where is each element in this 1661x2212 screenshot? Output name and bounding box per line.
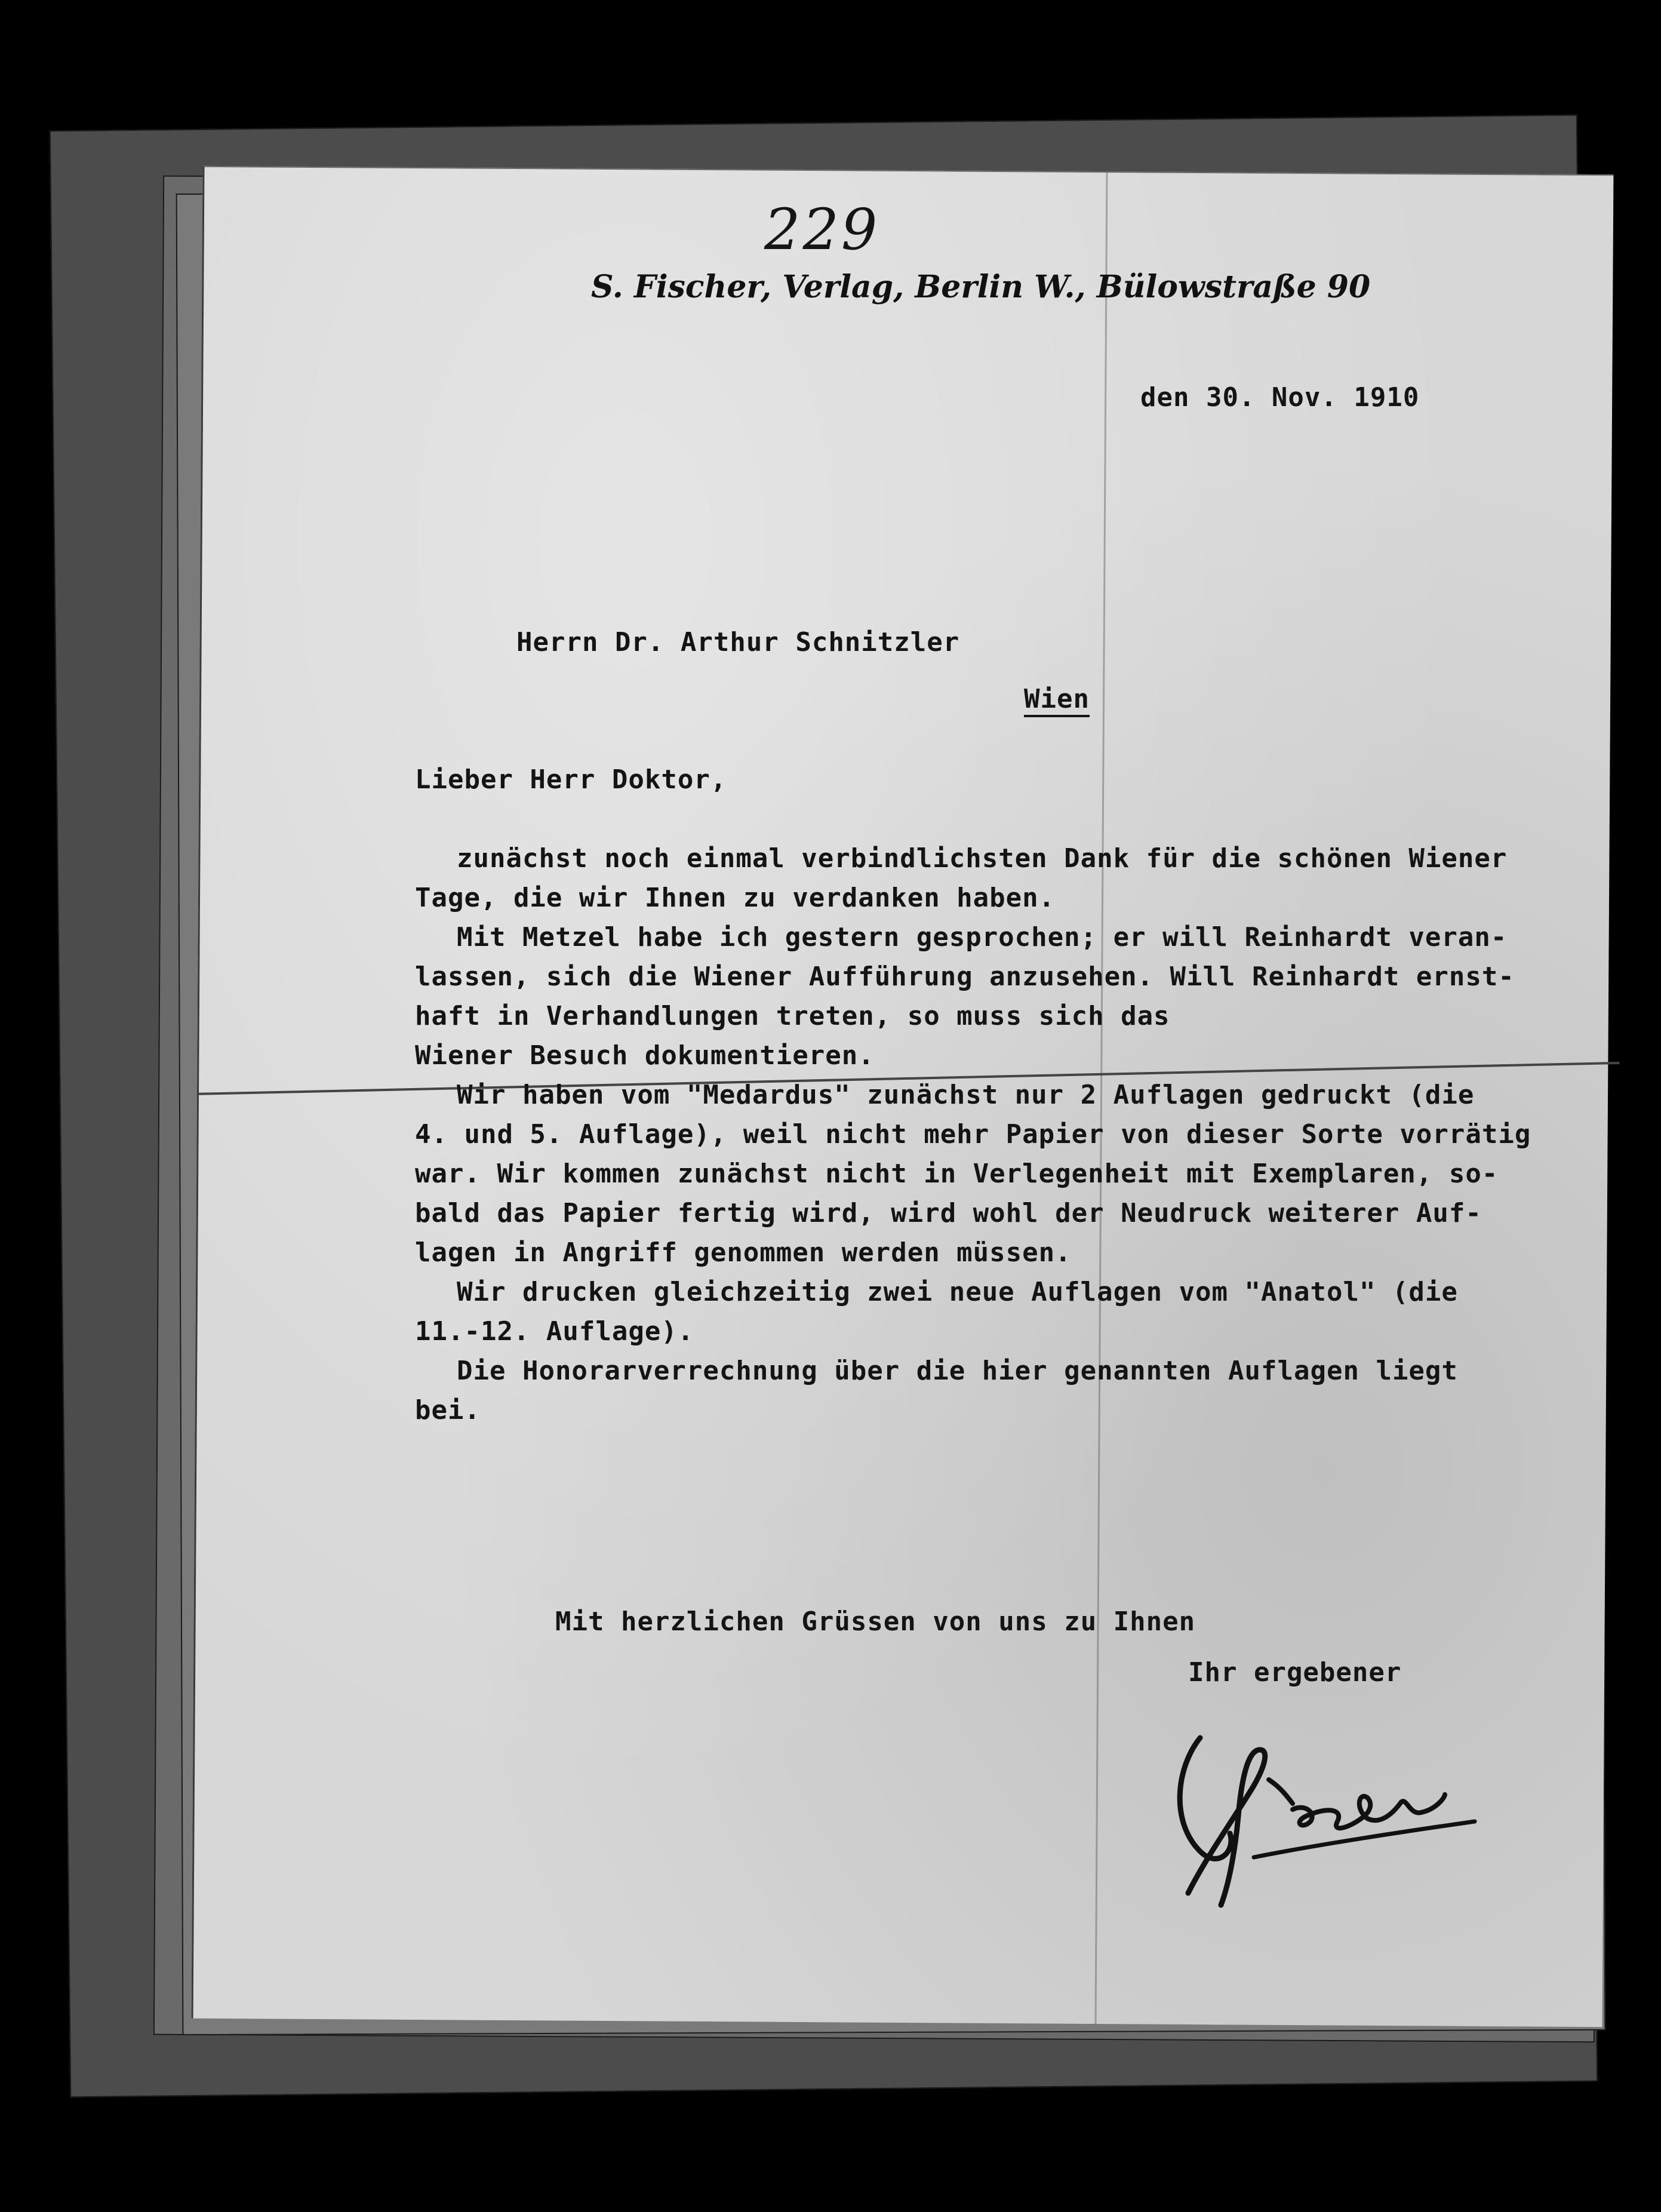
body-line: Mit Metzel habe ich gestern gesprochen; er will Reinhardt veran- bbox=[457, 922, 1508, 953]
body-line: Tage, die wir Ihnen zu verdanken haben. bbox=[415, 883, 1056, 913]
salutation: Lieber Herr Doktor, bbox=[415, 764, 727, 795]
regards-line: Ihr ergebener bbox=[1188, 1657, 1402, 1688]
closing-line: Mit herzlichen Grüssen von uns zu Ihnen bbox=[555, 1606, 1196, 1637]
body-line: Wiener Besuch dokumentieren. bbox=[415, 1040, 875, 1071]
body-line: war. Wir kommen zunächst nicht in Verlegenheit mit Exemplaren, so- bbox=[415, 1159, 1499, 1189]
body-line: zunächst noch einmal verbindlichsten Dank für die schönen Wiener bbox=[457, 843, 1508, 874]
recipient-name: Herrn Dr. Arthur Schnitzler bbox=[516, 627, 960, 658]
body-line: lagen in Angriff genommen werden müssen. bbox=[415, 1237, 1072, 1268]
body-line: lassen, sich die Wiener Aufführung anzusehen. Will Reinhardt ernst- bbox=[415, 961, 1515, 992]
body-line: 11.-12. Auflage). bbox=[415, 1316, 694, 1347]
letter-body bbox=[415, 839, 1531, 1430]
body-line: Wir haben vom "Medardus" zunächst nur 2 Auflagen gedruckt (die bbox=[457, 1080, 1475, 1110]
body-line: Die Honorarverrechnung über die hier genannten Auflagen liegt bbox=[457, 1356, 1458, 1386]
recipient-city: Wien bbox=[1024, 684, 1090, 714]
body-line: haft in Verhandlungen treten, so muss sich das bbox=[415, 1001, 1170, 1031]
letterhead: S. Fischer, Verlag, Berlin W., Bülowstraße 90 bbox=[591, 269, 1371, 305]
date-line: den 30. Nov. 1910 bbox=[1140, 382, 1420, 413]
archive-number: 229 bbox=[764, 197, 880, 263]
body-line: Wir drucken gleichzeitig zwei neue Auflagen vom "Anatol" (die bbox=[457, 1277, 1458, 1307]
body-line: bald das Papier fertig wird, wird wohl der Neudruck weiterer Auf- bbox=[415, 1198, 1482, 1228]
handwritten-signature bbox=[1164, 1714, 1499, 1911]
body-line: 4. und 5. Auflage), weil nicht mehr Papier von dieser Sorte vorrätig bbox=[415, 1119, 1531, 1150]
body-line: bei. bbox=[415, 1395, 481, 1425]
